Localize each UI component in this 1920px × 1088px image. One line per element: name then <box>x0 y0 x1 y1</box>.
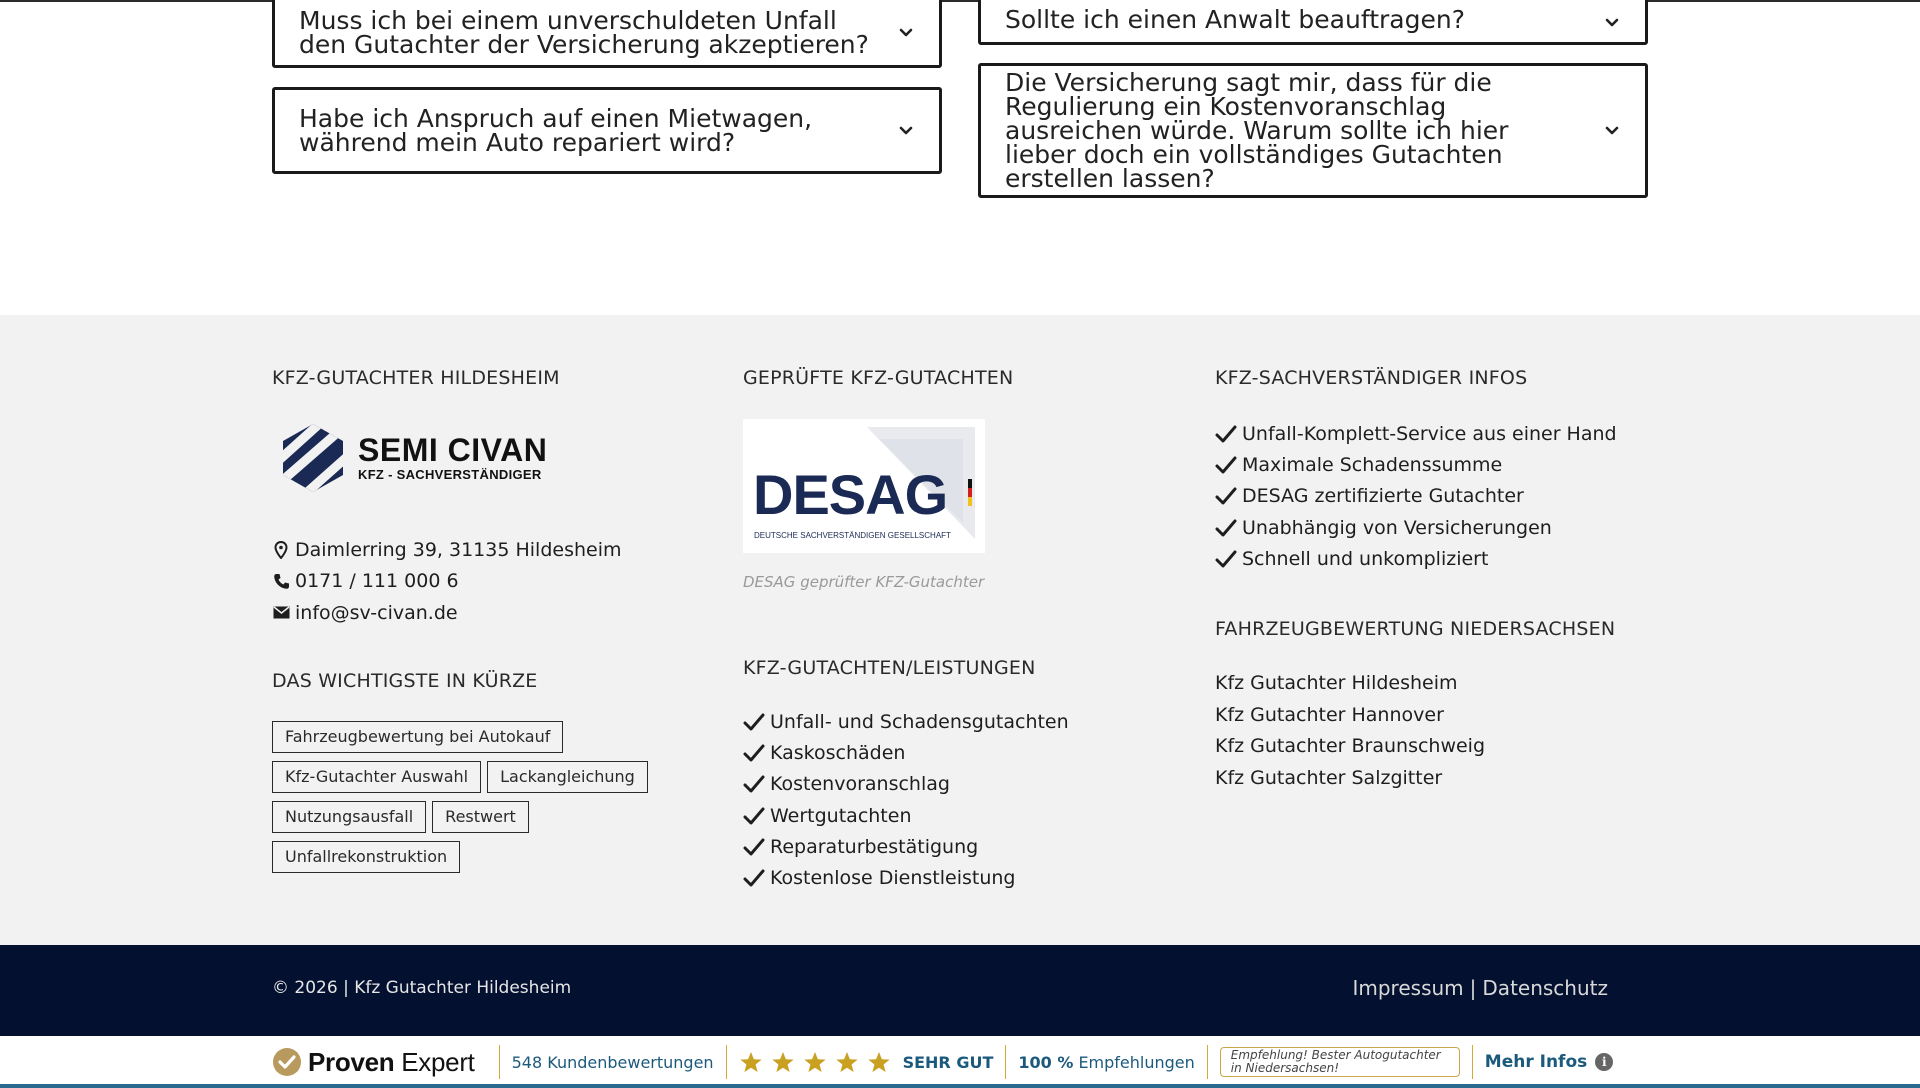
list-item <box>1215 700 1485 732</box>
faq-question: Habe ich Anspruch auf einen Mietwagen, während mein Auto repariert wird? <box>299 103 813 157</box>
tag-lackangleichung[interactable]: Lackangleichung <box>487 761 648 793</box>
chevron-down-icon[interactable] <box>1603 14 1621 32</box>
faq-item-kostenvoranschlag[interactable] <box>978 63 1648 198</box>
list-item <box>1215 668 1485 700</box>
check-icon <box>1215 549 1237 569</box>
check-icon <box>743 774 765 794</box>
faq-item-anwalt[interactable] <box>978 0 1648 45</box>
tag-cloud <box>272 721 692 881</box>
hexagon-stripes-logo-icon <box>280 422 346 494</box>
footer-heading: GEPRÜFTE KFZ-GUTACHTEN <box>743 367 1014 389</box>
tag-gutachter-auswahl[interactable]: Kfz-Gutachter Auswahl <box>272 761 481 793</box>
services-list <box>743 706 1069 894</box>
rating-label: SEHR GUT <box>902 1052 994 1072</box>
divider <box>726 1045 727 1079</box>
check-icon <box>743 743 765 763</box>
star-icon <box>803 1051 827 1074</box>
service-label: Reparaturbestätigung <box>770 835 979 858</box>
brand-bold: Proven <box>308 1046 395 1077</box>
recommendations <box>1018 1053 1194 1072</box>
logo-subtitle: KFZ - SACHVERSTÄNDIGER <box>358 466 542 482</box>
faq-item-mietwagen[interactable] <box>272 87 942 174</box>
check-icon <box>1215 486 1237 506</box>
info-label: Schnell und unkompliziert <box>1242 547 1489 570</box>
envelope-icon <box>272 604 290 622</box>
check-icon <box>1215 424 1237 444</box>
faq-question: Muss ich bei einem unverschuldeten Unfall den Gutachter der Versicherung akzeptieren? <box>299 6 869 59</box>
more-info-link[interactable] <box>1485 1052 1613 1072</box>
desag-badge <box>743 419 985 553</box>
divider <box>499 1045 500 1079</box>
divider <box>1005 1045 1006 1079</box>
brand-light: Expert <box>394 1046 475 1077</box>
impressum-link[interactable]: Impressum <box>1352 976 1464 1000</box>
check-icon <box>743 712 765 732</box>
info-label: Maximale Schadenssumme <box>1242 453 1503 476</box>
footer-heading: KFZ-GUTACHTER HILDESHEIM <box>272 367 560 389</box>
list-item <box>1215 512 1617 543</box>
infos-list <box>1215 418 1617 574</box>
address-text: Daimlerring 39, 31135 Hildesheim <box>295 538 622 561</box>
logo-title: SEMI CIVAN <box>358 431 548 468</box>
check-icon <box>743 837 765 857</box>
check-icon <box>1215 455 1237 475</box>
list-item <box>743 831 1069 862</box>
provenexpert-logo[interactable] <box>272 1047 487 1078</box>
tag-nutzungsausfall[interactable]: Nutzungsausfall <box>272 801 426 833</box>
tag-fahrzeugbewertung[interactable]: Fahrzeugbewertung bei Autokauf <box>272 721 563 753</box>
list-item <box>1215 481 1617 512</box>
more-info-label: Mehr Infos <box>1484 1052 1588 1072</box>
chevron-down-icon[interactable] <box>1603 122 1621 140</box>
provenexpert-bar[interactable] <box>0 1036 1920 1088</box>
company-logo[interactable] <box>280 422 547 494</box>
divider <box>1207 1045 1208 1079</box>
faq-item-gutachter-versicherung[interactable] <box>272 0 942 68</box>
star-icon <box>739 1051 763 1074</box>
faq-question: Sollte ich einen Anwalt beauftragen? <box>1005 4 1465 34</box>
region-links <box>1215 668 1485 794</box>
list-item <box>743 769 1069 800</box>
star-icon <box>867 1051 891 1074</box>
footer-heading: KFZ-SACHVERSTÄNDIGER INFOS <box>1215 367 1528 389</box>
contact-details <box>272 534 622 629</box>
list-item <box>743 800 1069 831</box>
star-icon <box>835 1051 859 1074</box>
region-heading: FAHRZEUGBEWERTUNG NIEDERSACHSEN <box>1215 618 1616 640</box>
recommend-label: Empfehlungen <box>1073 1052 1195 1072</box>
tag-unfallrekonstruktion[interactable]: Unfallrekonstruktion <box>272 841 460 873</box>
info-icon: i <box>1595 1053 1613 1071</box>
list-item <box>743 862 1069 893</box>
info-label: Unfall-Komplett-Service aus einer Hand <box>1242 422 1617 445</box>
address-row <box>272 534 622 566</box>
phone-row[interactable] <box>272 566 622 598</box>
service-label: Kostenvoranschlag <box>770 773 950 796</box>
recommend-percent: 100 % <box>1018 1052 1074 1072</box>
service-label: Wertgutachten <box>770 804 912 827</box>
review-quote: Empfehlung! Bester Autogutachter in Niedersachsen! <box>1220 1047 1460 1077</box>
link-braunschweig[interactable]: Kfz Gutachter Braunschweig <box>1215 735 1486 757</box>
service-label: Unfall- und Schadensgutachten <box>770 710 1069 733</box>
check-icon <box>743 868 765 888</box>
tag-restwert[interactable]: Restwert <box>432 801 529 833</box>
faq-question: Die Versicherung sagt mir, dass für die Regulierung ein Kostenvoranschlag ausreichen würde. Warum sollte ich hier lieber doch ein vollständiges Gutachten erstellen lassen? <box>1005 67 1509 193</box>
info-label: DESAG zertifizierte Gutachter <box>1242 485 1524 508</box>
check-icon <box>1215 518 1237 538</box>
datenschutz-link[interactable]: Datenschutz <box>1482 976 1608 1000</box>
list-item <box>1215 731 1485 763</box>
email-link[interactable]: info@sv-civan.de <box>295 601 458 624</box>
link-salzgitter[interactable]: Kfz Gutachter Salzgitter <box>1215 766 1443 789</box>
phone-icon <box>272 572 290 590</box>
link-hildesheim[interactable]: Kfz Gutachter Hildesheim <box>1215 672 1458 694</box>
list-item <box>743 737 1069 768</box>
services-heading: KFZ-GUTACHTEN/LEISTUNGEN <box>743 657 1036 679</box>
service-label: Kostenlose Dienstleistung <box>770 867 1016 890</box>
desag-logo-text: DESAG <box>753 463 948 526</box>
list-item <box>1215 763 1485 795</box>
list-item <box>1215 543 1617 574</box>
phone-text: 0171 / 111 000 6 <box>295 570 459 593</box>
legal-separator: | <box>1469 976 1477 1000</box>
service-label: Kaskoschäden <box>770 741 906 764</box>
copyright-text: © 2026 | Kfz Gutachter Hildesheim <box>272 978 572 998</box>
desag-caption: DESAG geprüfter KFZ-Gutachter <box>743 573 985 591</box>
check-badge-icon <box>272 1047 302 1077</box>
list-item <box>1215 449 1617 480</box>
copyright-bar <box>0 945 1920 1036</box>
check-icon <box>743 806 765 826</box>
divider <box>1472 1045 1473 1079</box>
review-count[interactable]: 548 Kundenbewertungen <box>511 1052 714 1072</box>
legal-links <box>1352 976 1608 1000</box>
chevron-down-icon[interactable] <box>897 24 915 42</box>
tags-heading: DAS WICHTIGSTE IN KÜRZE <box>272 670 538 692</box>
chevron-down-icon[interactable] <box>897 122 915 140</box>
footer <box>0 315 1920 945</box>
map-pin-icon <box>272 541 290 559</box>
list-item <box>1215 418 1617 449</box>
faq-section <box>272 0 1648 315</box>
desag-logo-subtitle: DEUTSCHE SACHVERSTÄNDIGEN GESELLSCHAFT <box>754 531 951 540</box>
link-hannover[interactable]: Kfz Gutachter Hannover <box>1215 703 1444 726</box>
rating-stars <box>739 1051 994 1074</box>
info-label: Unabhängig von Versicherungen <box>1242 516 1552 539</box>
list-item <box>743 706 1069 737</box>
star-icon <box>771 1051 795 1074</box>
email-row[interactable] <box>272 597 622 629</box>
